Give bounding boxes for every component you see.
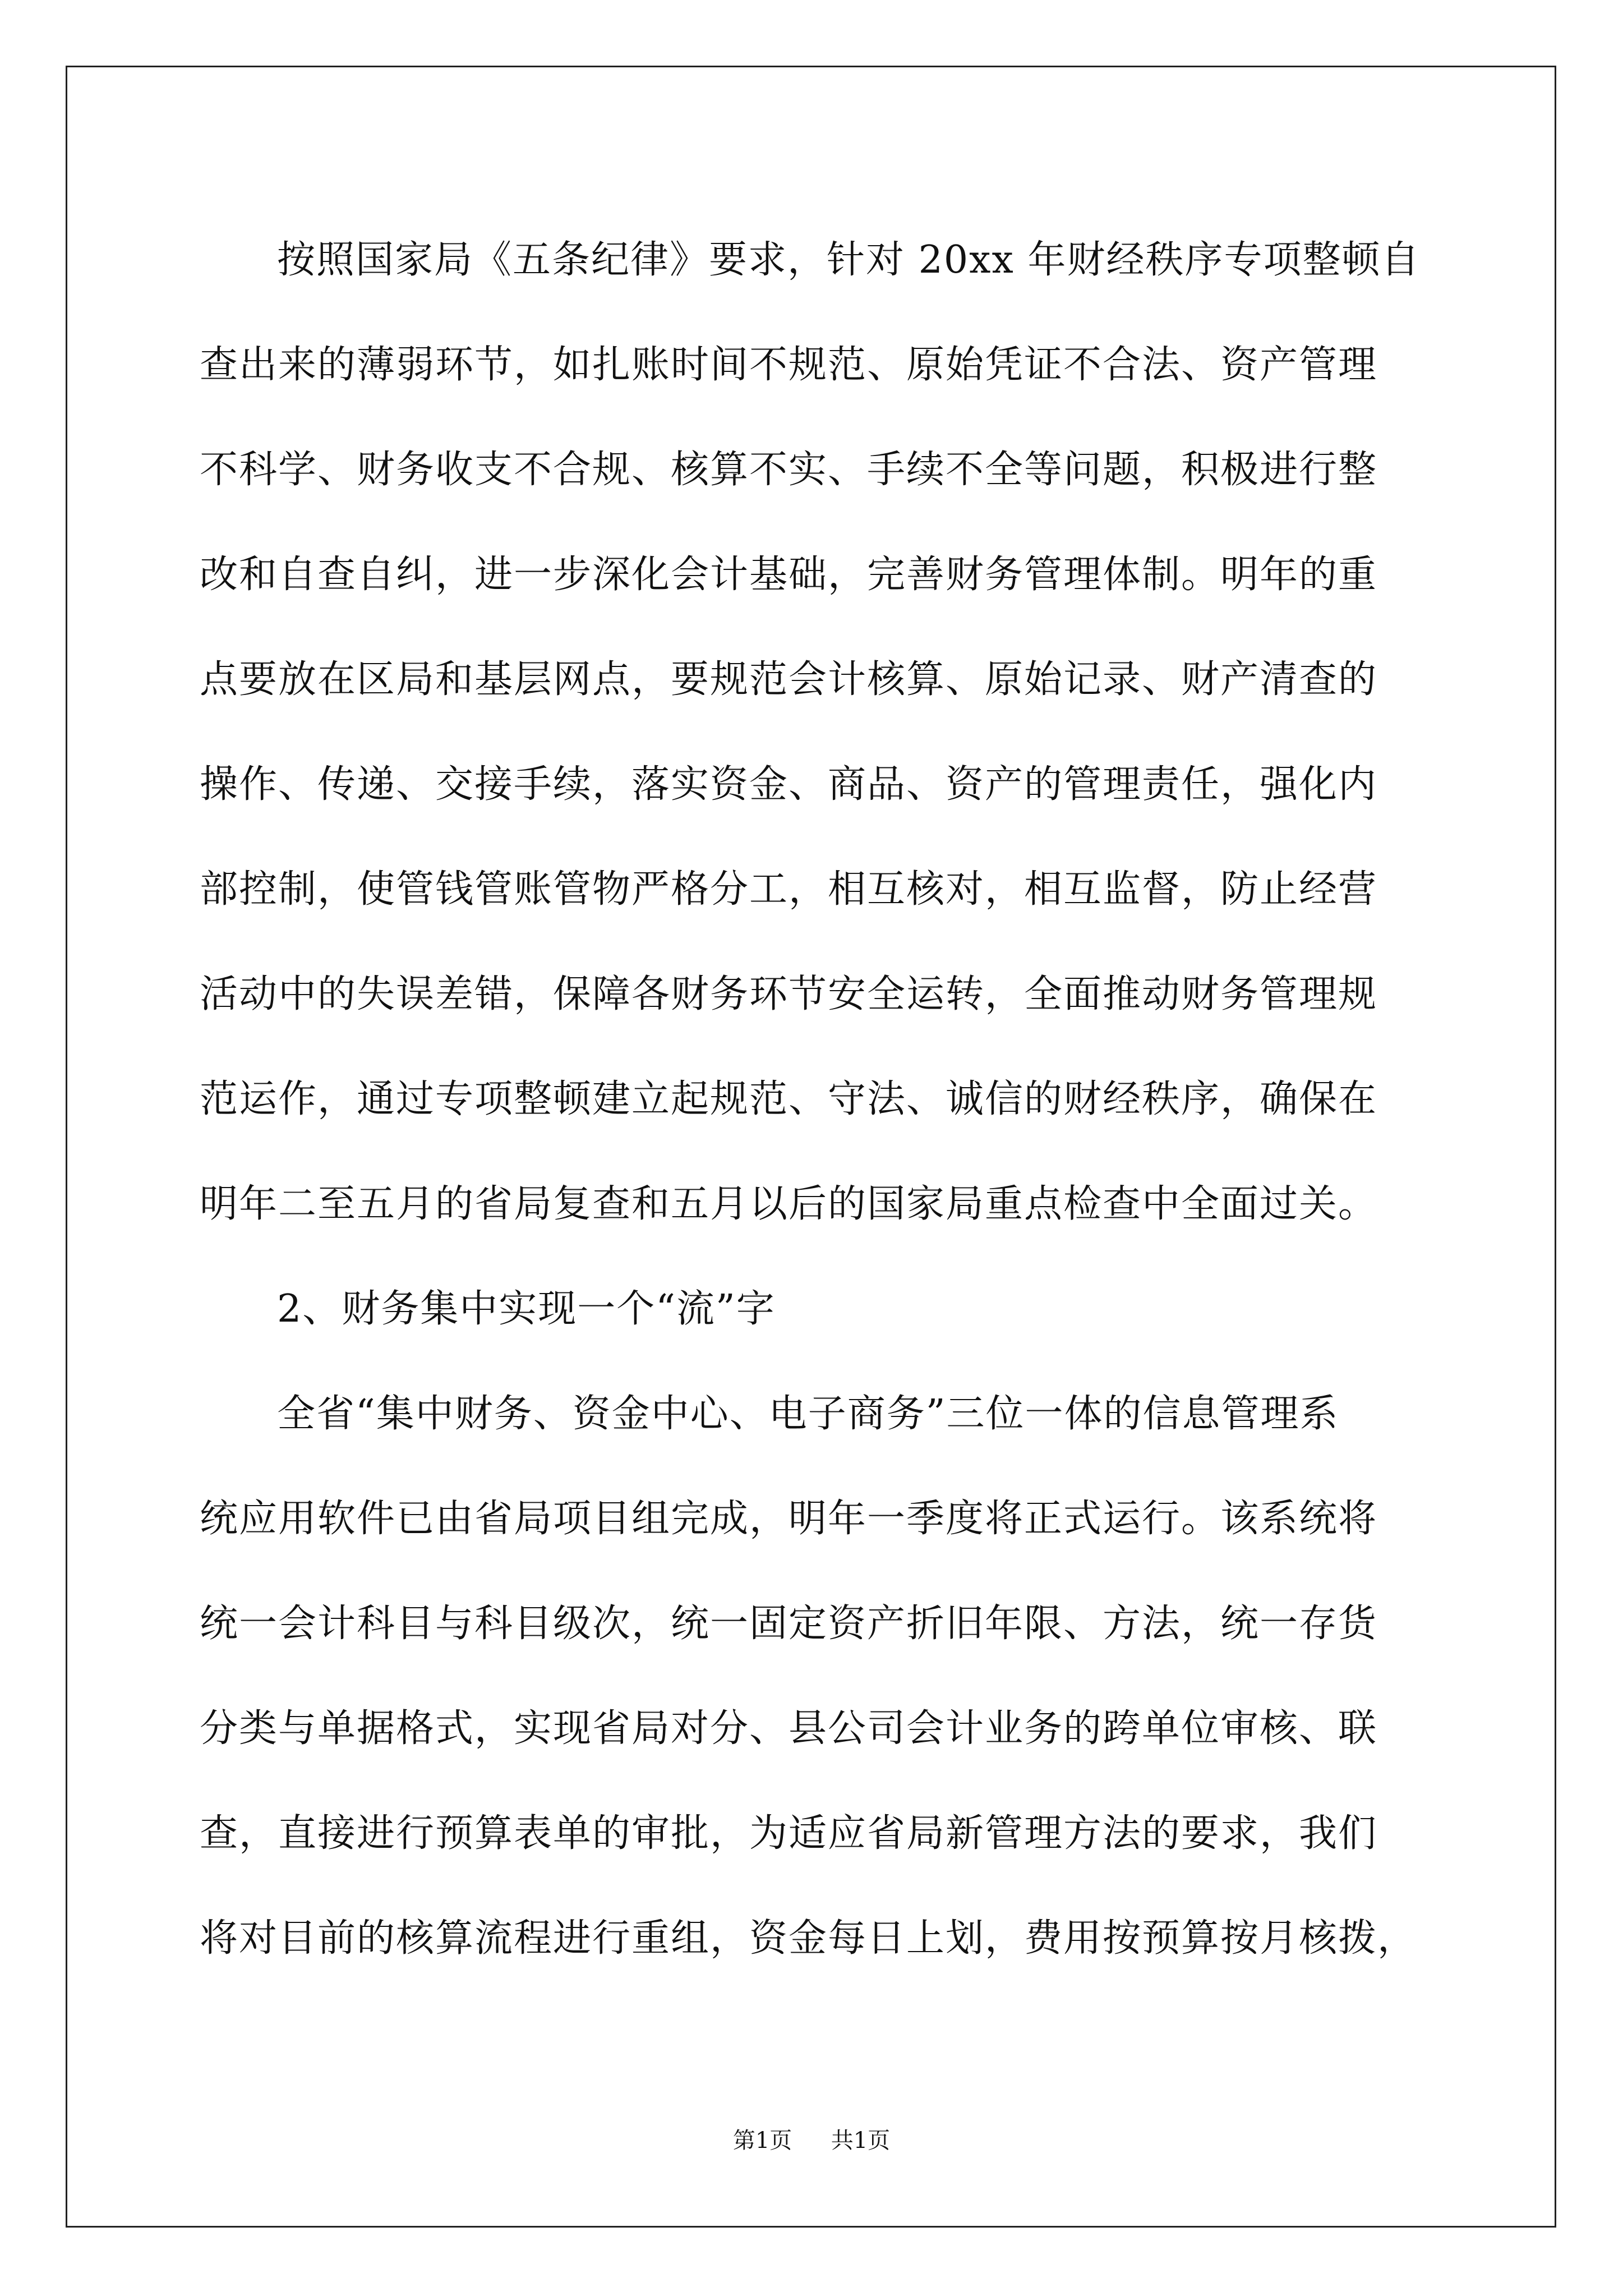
text-line: 部控制，使管钱管账管物严格分工，相互核对，相互监督，防止经营 bbox=[200, 867, 1378, 912]
text-line: 将对目前的核算流程进行重组，资金每日上划，费用按预算按月核拨， bbox=[200, 1916, 1417, 1961]
text-line: 改和自查自纠，进一步深化会计基础，完善财务管理体制。明年的重 bbox=[200, 553, 1378, 597]
text-line: 查出来的薄弱环节，如扎账时间不规范、原始凭证不合法、资产管理 bbox=[200, 343, 1378, 387]
page-total: 共1页 bbox=[831, 2128, 891, 2154]
text-line: 点要放在区局和基层网点，要规范会计核算、原始记录、财产清查的 bbox=[200, 657, 1378, 702]
text-line: 统一会计科目与科目级次，统一固定资产折旧年限、方法，统一存货 bbox=[200, 1602, 1378, 1646]
page-number: 第1页 bbox=[732, 2128, 792, 2154]
text-line: 分类与单据格式，实现省局对分、县公司会计业务的跨单位审核、联 bbox=[200, 1706, 1378, 1751]
text-line: 明年二至五月的省局复查和五月以后的国家局重点检查中全面过关。 bbox=[200, 1182, 1378, 1226]
text-line: 按照国家局《五条纪律》要求，针对 20xx 年财经秩序专项整顿自 bbox=[277, 238, 1421, 282]
text-line: 统应用软件已由省局项目组完成，明年一季度将正式运行。该系统将 bbox=[200, 1497, 1378, 1541]
text-line: 活动中的失误差错，保障各财务环节安全运转，全面推动财务管理规 bbox=[200, 972, 1378, 1016]
document-body bbox=[200, 208, 1426, 1991]
text-line: 不科学、财务收支不合规、核算不实、手续不全等问题，积极进行整 bbox=[200, 448, 1378, 492]
page-footer bbox=[0, 2124, 1623, 2157]
text-line: 范运作，通过专项整顿建立起规范、守法、诚信的财经秩序，确保在 bbox=[200, 1077, 1378, 1121]
text-line: 全省“集中财务、资金中心、电子商务”三位一体的信息管理系 bbox=[277, 1392, 1339, 1436]
section-heading: 2、财务集中实现一个“流”字 bbox=[277, 1287, 776, 1331]
text-line: 查，直接进行预算表单的审批，为适应省局新管理方法的要求，我们 bbox=[200, 1811, 1378, 1856]
text-line: 操作、传递、交接手续，落实资金、商品、资产的管理责任，强化内 bbox=[200, 762, 1378, 807]
